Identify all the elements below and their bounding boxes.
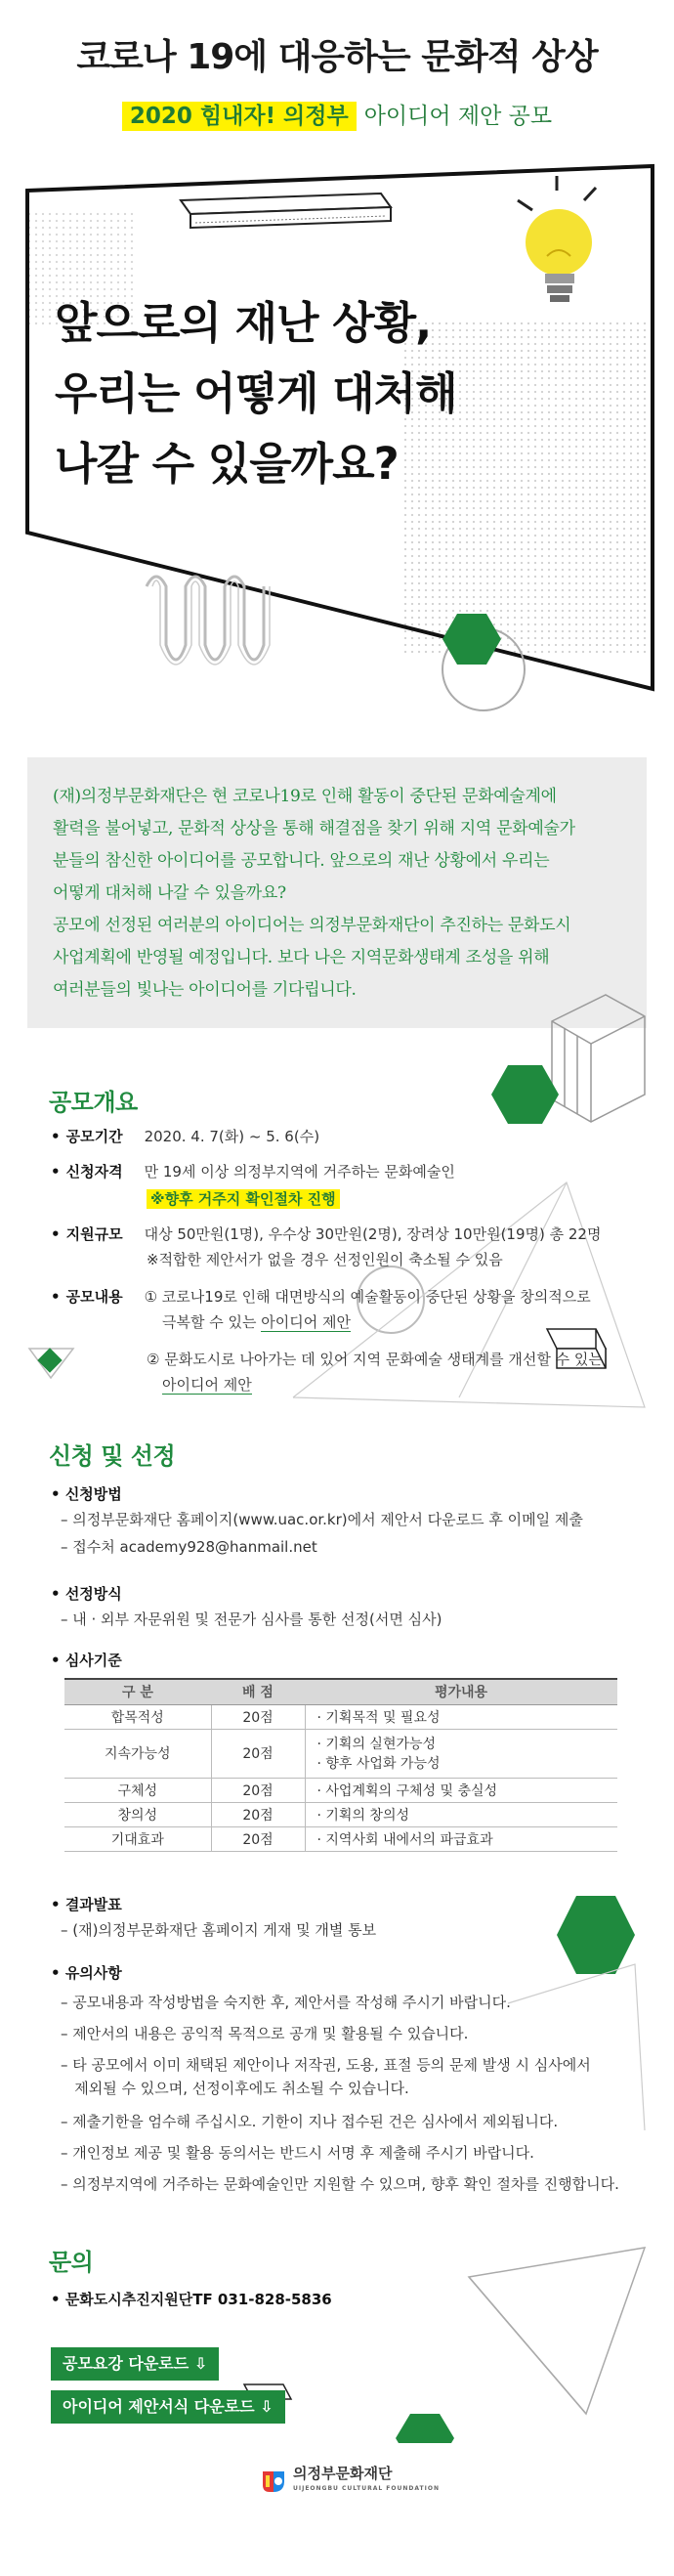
content-1b-ul: 아이디어 제안 bbox=[261, 1313, 351, 1331]
note-item: – 의정부지역에 거주하는 문화예술인만 지원할 수 있으며, 향후 확인 절차를 진행합니다. bbox=[61, 2175, 619, 2193]
eligibility-note-row bbox=[147, 1186, 340, 1212]
hero-question bbox=[55, 288, 457, 499]
criteria-label: 심사기준 bbox=[64, 1652, 122, 1669]
period-value: 2020. 4. 7(화) ~ 5. 6(수) bbox=[144, 1128, 320, 1145]
table-header-cell: 배 점 bbox=[211, 1679, 305, 1704]
eligibility-label: 신청자격 bbox=[65, 1163, 123, 1181]
table-cell-desc: · 기획목적 및 필요성 bbox=[305, 1704, 617, 1729]
content-2a: ② 문화도시로 나아가는 데 있어 지역 문화예술 생태계를 개선할 수 있는 bbox=[147, 1351, 603, 1368]
intro-line: 어떻게 대처해 나갈 수 있을까요? bbox=[53, 883, 286, 903]
result-label: 결과발표 bbox=[64, 1896, 122, 1913]
hero-section bbox=[0, 0, 674, 723]
lightbulb-icon bbox=[518, 176, 596, 302]
logo-sub: UIJEONGBU CULTURAL FOUNDATION bbox=[293, 2485, 440, 2492]
table-cell-score: 20점 bbox=[211, 1704, 305, 1729]
result-label-row bbox=[51, 1894, 122, 1914]
table-cell-name: 지속가능성 bbox=[64, 1729, 211, 1778]
selection-1: – 내 · 외부 자문위원 및 전문가 심사를 통한 선정(서면 심사) bbox=[61, 1610, 442, 1628]
eligibility-value: 만 19세 이상 의정부지역에 거주하는 문화예술인 bbox=[144, 1163, 455, 1181]
table-header-cell: 구 분 bbox=[64, 1679, 211, 1704]
eligibility-note: ※향후 거주지 확인절차 진행 bbox=[147, 1189, 340, 1209]
scale-value: 대상 50만원(1명), 우수상 30만원(2명), 장려상 10만원(19명) 총 22명 bbox=[144, 1225, 602, 1243]
logo-text bbox=[293, 2466, 440, 2497]
intro-line: 활력을 불어넣고, 문화적 상상을 통해 해결점을 찾기 위해 지역 문화예술가 bbox=[53, 819, 575, 838]
result-1: – (재)의정부문화재단 홈페이지 게재 및 개별 통보 bbox=[61, 1921, 377, 1939]
contact-row bbox=[51, 2289, 332, 2309]
note-item: 제외될 수 있으며, 선정이후에도 취소될 수 있습니다. bbox=[61, 2080, 409, 2097]
table-cell-score: 20점 bbox=[211, 1826, 305, 1851]
bullet-icon: • bbox=[51, 1652, 65, 1669]
note-item: – 제출기한을 엄수해 주십시오. 기한이 지나 접수된 건은 심사에서 제외됩니다. bbox=[61, 2113, 559, 2130]
intro-line: 사업계획에 반영될 예정입니다. 보다 나은 지역문화생태계 조성을 위해 bbox=[53, 948, 550, 967]
bullet-icon: • bbox=[51, 1896, 65, 1913]
intro-line: 공모에 선정된 여러분의 아이디어는 의정부문화재단이 추진하는 문화도시 bbox=[53, 916, 571, 935]
bullet-icon: • bbox=[51, 1964, 65, 1982]
content-2b-row bbox=[162, 1372, 252, 1397]
criteria-table bbox=[64, 1678, 617, 1852]
bullet-icon: • bbox=[51, 1128, 61, 1145]
table-cell-score: 20점 bbox=[211, 1778, 305, 1802]
bullet-icon: • bbox=[51, 2291, 65, 2308]
table-row bbox=[64, 1729, 617, 1778]
content-1a: ① 코로나19로 인해 대면방식의 예술활동이 중단된 상황을 창의적으로 bbox=[144, 1288, 591, 1306]
sub-title-rest: 아이디어 제안 공모 bbox=[363, 104, 553, 129]
hero-question-line: 나갈 수 있을까요? bbox=[55, 438, 399, 490]
notes-label: 유의사항 bbox=[64, 1964, 122, 1982]
table-cell-name: 기대효과 bbox=[64, 1826, 211, 1851]
selection-label-row bbox=[51, 1583, 122, 1604]
contact-line: 문화도시추진지원단TF 031-828-5836 bbox=[64, 2291, 332, 2308]
bullet-icon: • bbox=[51, 1225, 61, 1243]
main-title: 코로나 19에 대응하는 문화적 상상 bbox=[76, 37, 598, 77]
hero-question-line: 앞으로의 재난 상황, bbox=[55, 297, 432, 349]
table-row bbox=[64, 1826, 617, 1851]
content-2b-ul: 아이디어 제안 bbox=[162, 1376, 252, 1394]
table-cell-score: 20점 bbox=[211, 1802, 305, 1826]
selection-label: 선정방식 bbox=[64, 1585, 122, 1603]
bullet-icon: • bbox=[51, 1288, 61, 1306]
table-row bbox=[64, 1802, 617, 1826]
method-2: – 접수처 academy928@hanmail.net bbox=[61, 1538, 317, 1556]
scale-row bbox=[51, 1222, 601, 1247]
note-item: – 타 공모에서 이미 채택된 제안이나 저작권, 도용, 표절 등의 문제 발생 시 심사에서 bbox=[61, 2056, 591, 2074]
note-item: – 개인정보 제공 및 활용 동의서는 반드시 서명 후 제출해 주시기 바랍니다. bbox=[61, 2144, 534, 2162]
period-row bbox=[51, 1124, 319, 1149]
contact-title: 문의 bbox=[49, 2249, 94, 2276]
method-label-row bbox=[51, 1483, 122, 1504]
content-row bbox=[51, 1284, 591, 1309]
intro-text bbox=[53, 781, 621, 1007]
table-cell-name: 합목적성 bbox=[64, 1704, 211, 1729]
sub-title bbox=[0, 98, 674, 130]
logo-name: 의정부문화재단 bbox=[293, 2465, 393, 2482]
table-cell-desc bbox=[305, 1729, 617, 1778]
scale-note: ※적합한 제안서가 없을 경우 선정인원이 축소될 수 있음 bbox=[147, 1251, 503, 1268]
content-label: 공모내용 bbox=[65, 1288, 123, 1306]
desc-line: · 기획의 실현가능성 bbox=[316, 1737, 437, 1752]
foundation-logo-icon bbox=[260, 2468, 287, 2495]
table-cell-name: 구체성 bbox=[64, 1778, 211, 1802]
intro-line: 여러분들의 빛나는 아이디어를 기다립니다. bbox=[53, 980, 357, 1000]
table-cell-desc: · 기획의 창의성 bbox=[305, 1802, 617, 1826]
table-cell-desc: · 지역사회 내에서의 파급효과 bbox=[305, 1826, 617, 1851]
notes-label-row bbox=[51, 1962, 122, 1983]
download-form-button[interactable]: 아이디어 제안서식 다운로드 ⇩ bbox=[51, 2390, 285, 2424]
intro-line: (재)의정부문화재단은 현 코로나19로 인해 활동이 중단된 문화예술계에 bbox=[53, 787, 557, 806]
table-cell-name: 창의성 bbox=[64, 1802, 211, 1826]
apply-title: 신청 및 선정 bbox=[49, 1442, 176, 1470]
bullet-icon: • bbox=[51, 1163, 61, 1181]
criteria-label-row bbox=[51, 1650, 122, 1670]
footer-logo bbox=[260, 2466, 440, 2497]
eligibility-row bbox=[51, 1159, 455, 1184]
content-1b-row bbox=[162, 1309, 351, 1335]
method-label: 신청방법 bbox=[64, 1485, 122, 1503]
period-label: 공모기간 bbox=[65, 1128, 123, 1145]
method-1: – 의정부문화재단 홈페이지(www.uac.or.kr)에서 제안서 다운로드 후 이메일 제출 bbox=[61, 1511, 583, 1528]
intro-line: 분들의 참신한 아이디어를 공모합니다. 앞으로의 재난 상황에서 우리는 bbox=[53, 851, 550, 871]
bullet-icon: • bbox=[51, 1585, 65, 1603]
scale-label: 지원규모 bbox=[65, 1225, 123, 1243]
desc-line: · 향후 사업화 가능성 bbox=[316, 1756, 441, 1772]
hero-question-line: 우리는 어떻게 대처해 bbox=[55, 367, 457, 419]
table-header-row bbox=[64, 1679, 617, 1704]
note-item: – 공모내용과 작성방법을 숙지한 후, 제안서를 작성해 주시기 바랍니다. bbox=[61, 1994, 511, 2011]
content-1b-pre: 극복할 수 있는 bbox=[162, 1313, 262, 1331]
overview-title: 공모개요 bbox=[49, 1089, 138, 1116]
table-row bbox=[64, 1704, 617, 1729]
table-cell-score: 20점 bbox=[211, 1729, 305, 1778]
table-header-cell: 평가내용 bbox=[305, 1679, 617, 1704]
table-cell-desc: · 사업계획의 구체성 및 충실성 bbox=[305, 1778, 617, 1802]
note-item: – 제안서의 내용은 공익적 목적으로 공개 및 활용될 수 있습니다. bbox=[61, 2025, 469, 2042]
bullet-icon: • bbox=[51, 1485, 65, 1503]
sub-title-highlight: 2020 힘내자! 의정부 bbox=[122, 102, 357, 131]
download-guide-button[interactable]: 공모요강 다운로드 ⇩ bbox=[51, 2347, 219, 2381]
table-row bbox=[64, 1778, 617, 1802]
